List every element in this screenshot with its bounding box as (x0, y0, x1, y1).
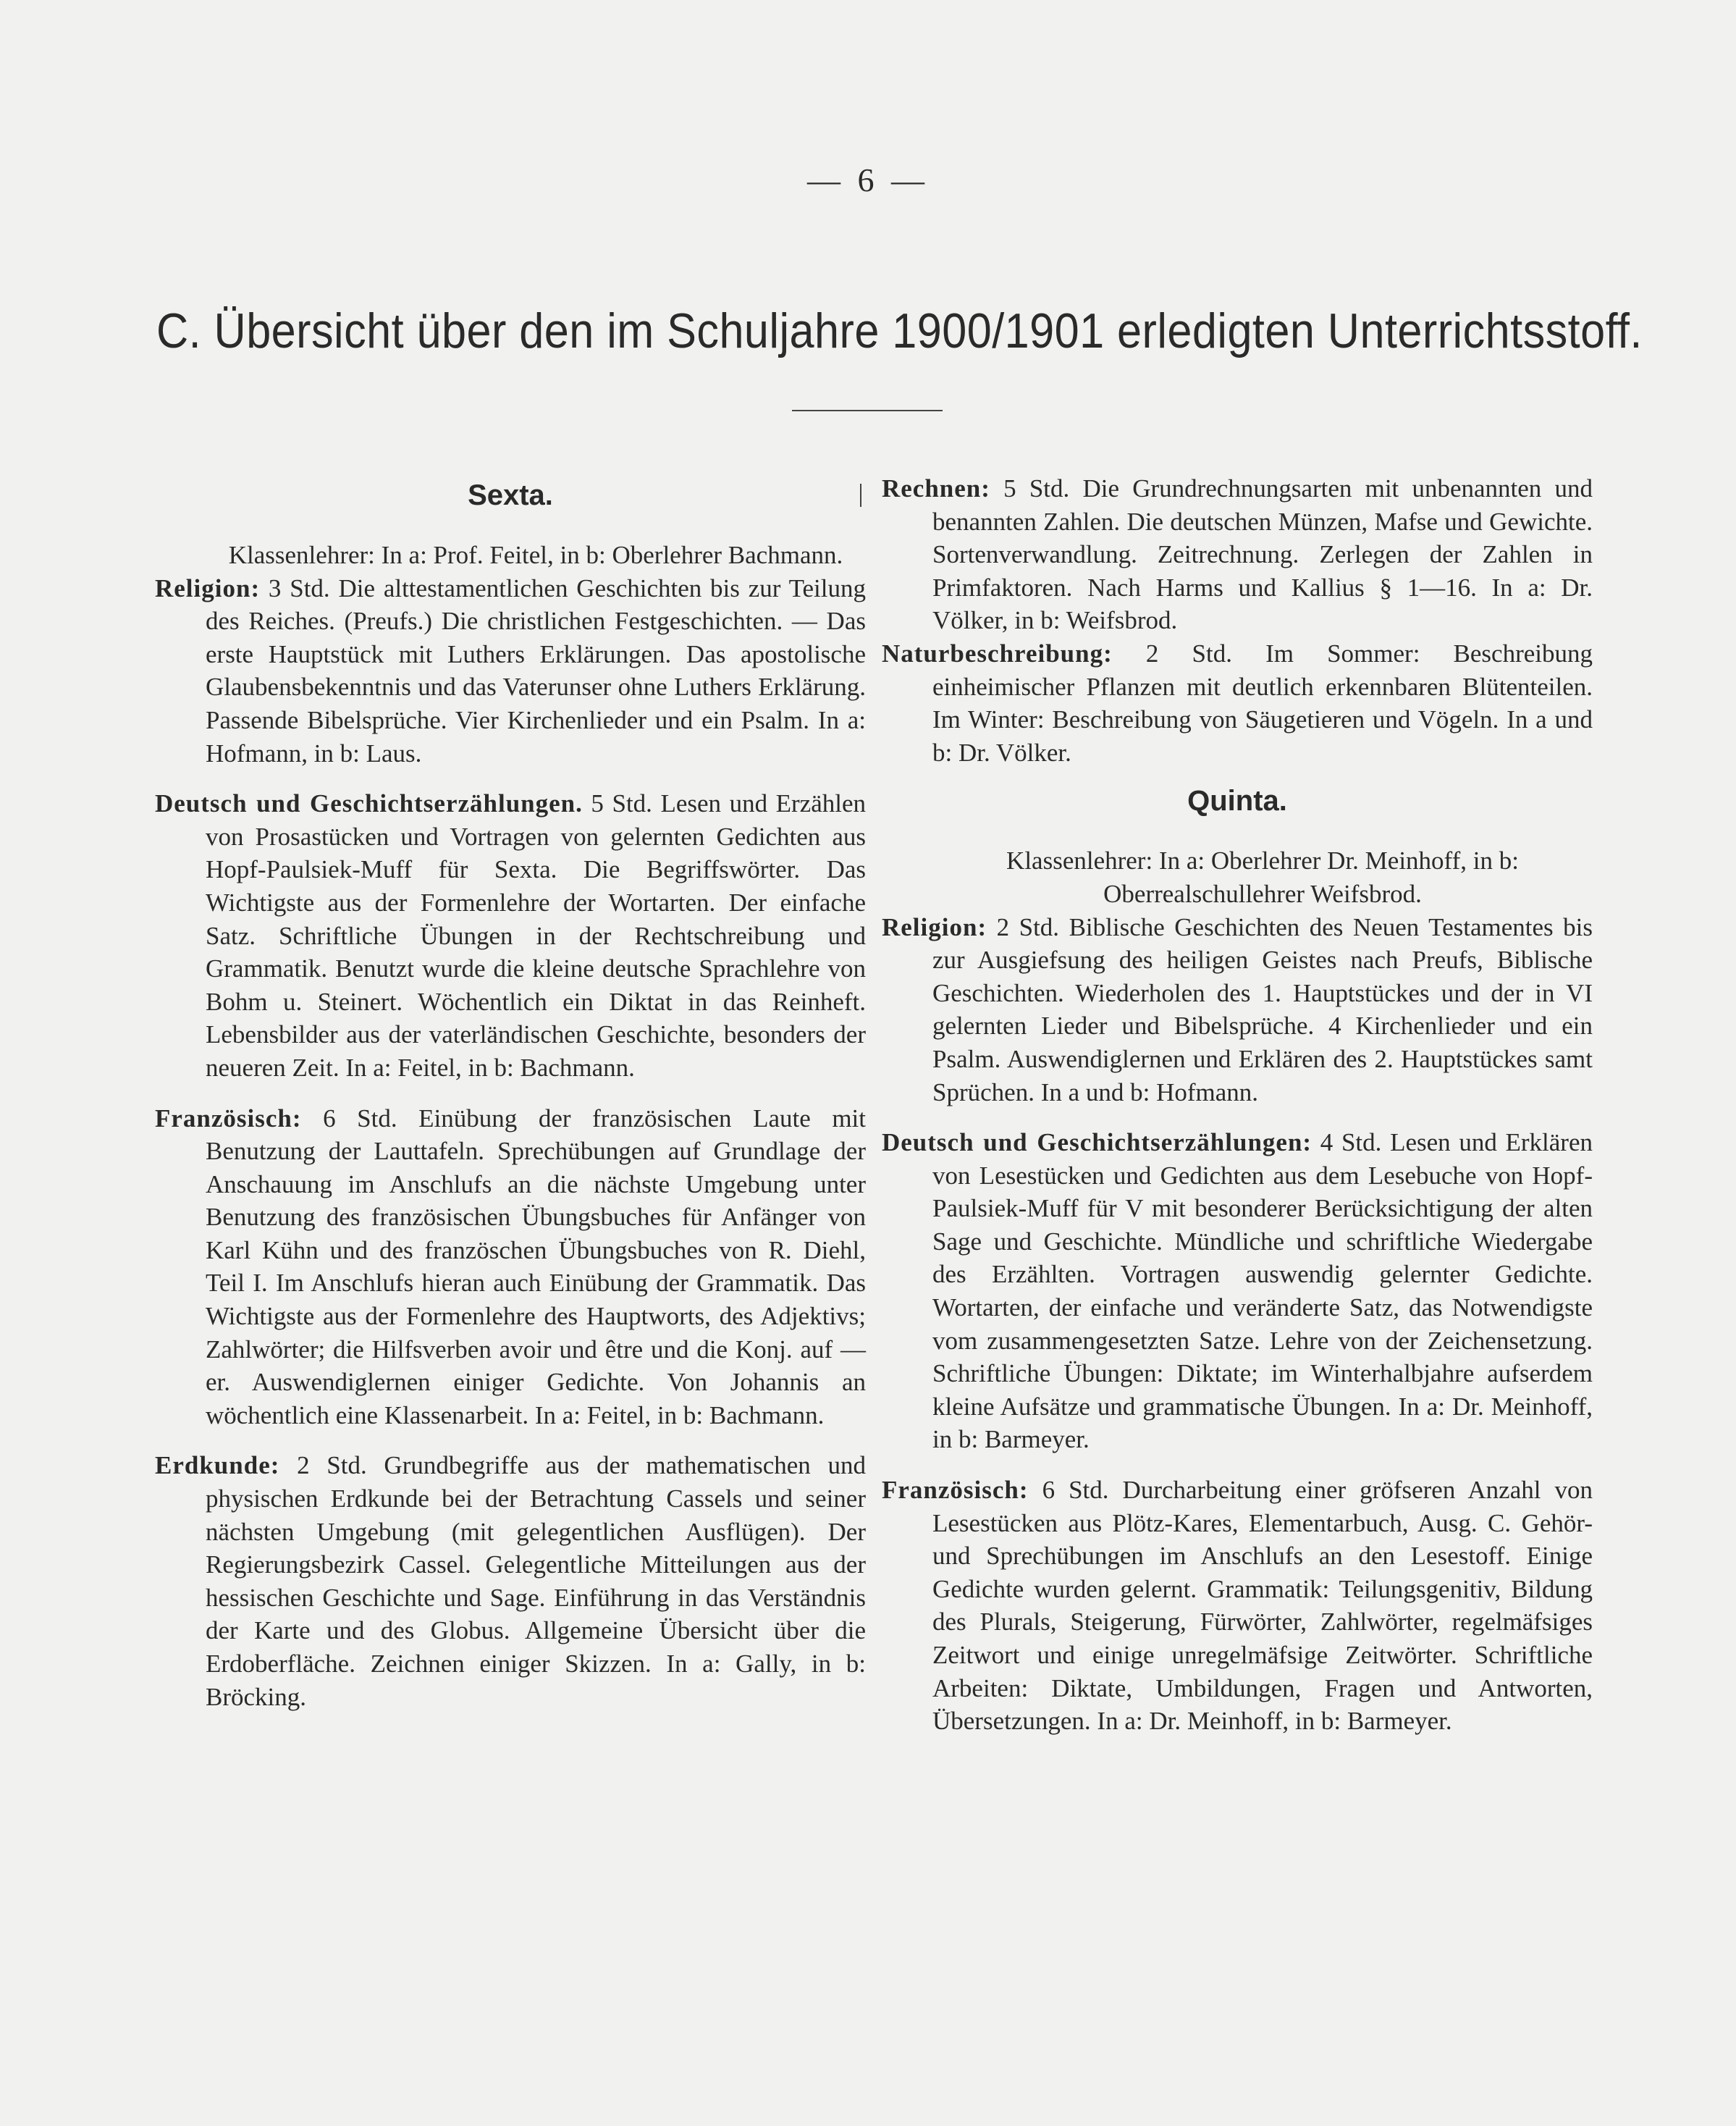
subject-label: Rechnen: (882, 474, 990, 503)
subject-text: 2 Std. Grundbegriffe aus der mathematischen und physischen Erdkunde bei der Betrachtung Cassels und seiner nächsten Umgebung (mit gelegentlichen Ausflügen). Der Regierungsbezirk Cassel. Gelegentliche Mitteilungen aus der hessischen Geschichte und Sage. Einführung in das Verständnis der Karte und des Globus. Allgemeine Übersicht über die Erdoberfläche. Zeichnen einiger Skizzen. In a: Gally, in b: Bröcking. (206, 1451, 866, 1711)
sexta-erdkunde (155, 1449, 866, 1713)
subject-text: 5 Std. Die Grundrechnungsarten mit unbenannten und benannten Zahlen. Die deutschen Münzen, Mafse und Gewichte. Sortenverwandlung. Zeitrechnung. Zerlegen der Zahlen in Primfaktoren. Nach Harms und Kallius § 1—16. In a: Dr. Völker, in b: Weifsbrod. (932, 474, 1593, 635)
sexta-deutsch (155, 787, 866, 1084)
sexta-rechnen (882, 472, 1593, 637)
subject-text: 5 Std. Lesen und Erzählen von Prosastücken und Vortragen von gelernten Gedichten aus Hopf-Paulsiek-Muff für Sexta. Die Begriffswörter. Das Wichtigste aus der Formenlehre der Wortarten. Der einfache Satz. Schriftliche Übungen in der Rechtschreibung und Grammatik. Benutzt wurde die kleine deutsche Sprachlehre von Bohm u. Steinert. Wöchentlich ein Diktat in das Reinheft. Lebensbilder aus der vaterländischen Geschichte, besonders der neueren Zeit. In a: Feitel, in b: Bachmann. (206, 789, 866, 1082)
subject-label: Religion: (882, 912, 987, 941)
section-title-sexta: Sexta. (468, 479, 553, 511)
subject-label: Erdkunde: (155, 1451, 280, 1480)
right-column (882, 472, 1593, 1738)
left-column (155, 472, 866, 1713)
sexta-naturbeschreibung (882, 637, 1593, 769)
heading-divider (792, 410, 943, 411)
subject-text: 2 Std. Biblische Geschichten des Neuen Testamentes bis zur Ausgiefsung des heiligen Geistes nach Preufs, Biblische Geschichten. Wiederholen des 1. Hauptstückes und der in VI gelernten Lieder und Bibelsprüche. 4 Kirchenlieder und ein Psalm. Auswendiglernen und Erklären des 2. Hauptstückes samt Sprüchen. In a und b: Hofmann. (932, 912, 1593, 1106)
subject-label: Deutsch und Geschichtserzählungen. (155, 789, 583, 818)
subject-text: 6 Std. Einübung der französischen Laute mit Benutzung der Lauttafeln. Sprechübungen auf Grundlage der Anschauung im Anschlufs an die nächste Umgebung unter Benutzung des französischen Übungsbuches für Anfänger von Karl Kühn und des französchen Übungsbuches von R. Diehl, Teil I. Im Anschlufs hieran auch Einübung der Grammatik. Das Wichtigste aus der Formenlehre des Hauptworts, des Adjektivs; Zahlwörter; die Hilfsverben avoir und être und die Konj. auf —er. Auswendiglernen einiger Gedichte. Von Johannis an wöchentlich eine Klassenarbeit. In a: Feitel, in b: Bachmann. (206, 1104, 866, 1429)
quinta-deutsch (882, 1126, 1593, 1456)
subject-text: 3 Std. Die alttestamentlichen Geschichten bis zur Teilung des Reiches. (Preufs.) Die christlichen Festgeschichten. — Das erste Hauptstück mit Luthers Erklärungen. Das apostolische Glaubensbekenntnis und das Vaterunser ohne Luthers Erklärung. Passende Bibelsprüche. Vier Kirchenlieder und ein Psalm. In a: Hofmann, in b: Laus. (206, 573, 866, 768)
sexta-teacher: Klassenlehrer: In a: Prof. Feitel, in b: Oberlehrer Bachmann. (228, 541, 843, 569)
subject-label: Französisch: (882, 1476, 1029, 1505)
sexta-franzoesisch (155, 1102, 866, 1432)
subject-text: 4 Std. Lesen und Erklären von Lesestücken und Gedichten aus dem Lesebuche von Hopf-Paulsiek-Muff für V mit besonderer Berücksichtigung der alten Sage und Geschichte. Mündliche und schriftliche Wiedergabe des Erzählten. Vortragen auswendig gelernter Gedichte. Wortarten, der einfache und veränderte Satz, das Notwendigste vom zusammengesetzten Satze. Lehre von der Zeichensetzung. Schriftliche Übungen: Diktate; im Winterhalbjahre aufserdem kleine Aufsätze und grammatische Übungen. In a: Dr. Meinhoff, in b: Barmeyer. (932, 1128, 1593, 1454)
subject-label: Französisch: (155, 1104, 302, 1133)
subject-label: Deutsch und Geschichtserzählungen: (882, 1128, 1312, 1157)
sexta-religion (155, 572, 866, 770)
subject-text: 6 Std. Durcharbeitung einer gröfseren Anzahl von Lesestücken aus Plötz-Kares, Elementarbuch, Ausg. C. Gehör- und Sprechübungen im Anschlufs an den Lesestoff. Einige Gedichte wurden gelernt. Grammatik: Teilungsgenitiv, Bildung des Plurals, Steigerung, Fürwörter, Zahlwörter, regelmäfsiges Zeitwort und einige unregelmäfsige Zeitwörter. Schriftliche Arbeiten: Diktate, Umbildungen, Fragen und Antworten, Übersetzungen. In a: Dr. Meinhoff, in b: Barmeyer. (932, 1476, 1593, 1736)
quinta-franzoesisch (882, 1474, 1593, 1738)
page-number: — 6 — (807, 161, 929, 198)
subject-text: 2 Std. Im Sommer: Beschreibung einheimischer Pflanzen mit deutlich erkennbaren Blütenteilen. Im Winter: Beschreibung von Säugetieren und Vögeln. In a und b: Dr. Völker. (932, 639, 1593, 767)
quinta-teacher: Klassenlehrer: In a: Oberlehrer Dr. Meinhoff, in b: Oberrealschullehrer Weifsbrod. (1006, 846, 1519, 908)
subject-label: Naturbeschreibung: (882, 639, 1113, 668)
section-title-quinta: Quinta. (1187, 785, 1287, 818)
quinta-religion (882, 911, 1593, 1109)
page-title: C. Übersicht über den im Schuljahre 1900/1901 erledigten Unterrichtsstoff. (156, 303, 1643, 358)
subject-label: Religion: (155, 573, 261, 602)
